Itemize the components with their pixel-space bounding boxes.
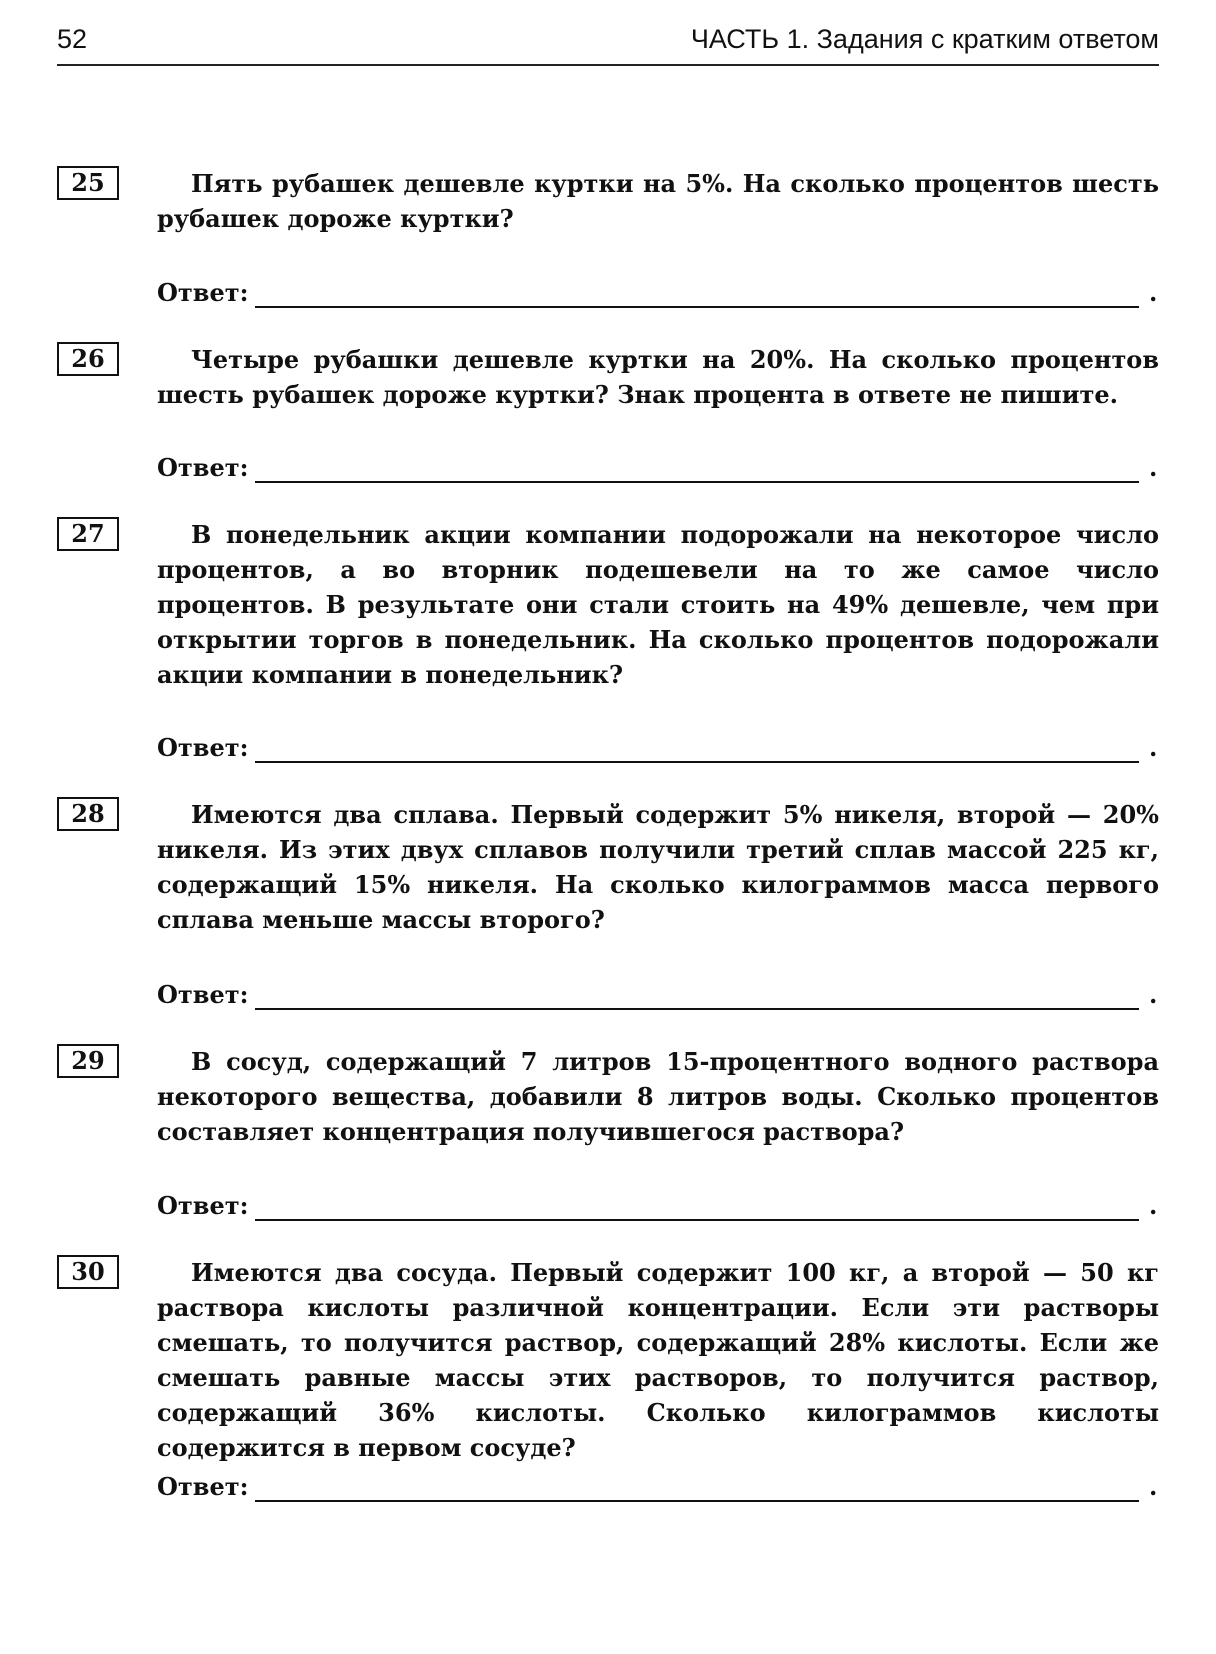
answer-row-26: [157, 453, 1159, 485]
answer-input-26[interactable]: [255, 453, 1139, 483]
task-number-badge: 27: [57, 517, 119, 551]
section-title: ЧАСТЬ 1. Задания с кратким ответом: [690, 24, 1159, 54]
answer-row-27: [157, 733, 1159, 765]
task-text: Четыре рубашки дешевле куртки на 20%. На сколько процентов шесть рубашек дороже куртки? Знак процента в ответе не пишите.: [157, 345, 1159, 409]
task-number-badge: 25: [57, 166, 119, 200]
answer-label: Ответ:: [157, 980, 249, 1009]
answer-period: .: [1149, 278, 1158, 307]
task-text: Имеются два сплава. Первый содержит 5% никеля, второй — 20% никеля. Из этих двух сплавов получили третий сплав массой 225 кг, содержащий 15% никеля. На сколько килограммов масса первого сплава меньше массы второго?: [157, 800, 1159, 934]
task-text: Имеются два сосуда. Первый содержит 100 кг, а второй — 50 кг раствора кислоты различной концентрации. Если эти растворы смешать, то получится раствор, содержащий 28% кислоты. Если же смешать равные массы этих растворов, то получится раствор, содержащий 36% кислоты. Сколько килограммов кислоты содержится в первом сосуде?: [157, 1258, 1159, 1462]
answer-input-25[interactable]: [255, 278, 1139, 308]
answer-label: Ответ:: [157, 278, 249, 307]
answer-input-28[interactable]: [255, 980, 1139, 1010]
task-text: В сосуд, содержащий 7 литров 15-процентного водного раствора некоторого вещества, добавили 8 литров воды. Сколько процентов составляет концентрация получившегося раствора?: [157, 1047, 1159, 1146]
task-number-badge: 26: [57, 342, 119, 376]
answer-row-28: [157, 980, 1159, 1012]
answer-label: Ответ:: [157, 733, 249, 762]
task-number-badge: 29: [57, 1044, 119, 1078]
answer-label: Ответ:: [157, 1191, 249, 1220]
answer-period: .: [1149, 1472, 1158, 1501]
page-number: 52: [57, 24, 88, 54]
answer-period: .: [1149, 980, 1158, 1009]
answer-input-29[interactable]: [255, 1191, 1139, 1221]
answer-period: .: [1149, 1191, 1158, 1220]
task-text: В понедельник акции компании подорожали на некоторое число процентов, а во вторник подешевели на то же самое число процентов. В результате они стали стоить на 49% дешевле, чем при открытии торгов в понедельник. На сколько процентов подорожали акции компании в понедельник?: [157, 520, 1159, 689]
page-header: [57, 20, 1159, 66]
answer-label: Ответ:: [157, 1472, 249, 1501]
answer-row-25: [157, 278, 1159, 310]
task-number-badge: 28: [57, 797, 119, 831]
answer-row-29: [157, 1191, 1159, 1223]
answer-period: .: [1149, 733, 1158, 762]
answer-input-27[interactable]: [255, 733, 1139, 763]
task-text: Пять рубашек дешевле куртки на 5%. На сколько процентов шесть рубашек дороже куртки?: [157, 169, 1159, 233]
answer-label: Ответ:: [157, 453, 249, 482]
answer-period: .: [1149, 453, 1158, 482]
task-number-badge: 30: [57, 1255, 119, 1289]
answer-input-30[interactable]: [255, 1472, 1139, 1502]
answer-row-30: [157, 1472, 1159, 1504]
